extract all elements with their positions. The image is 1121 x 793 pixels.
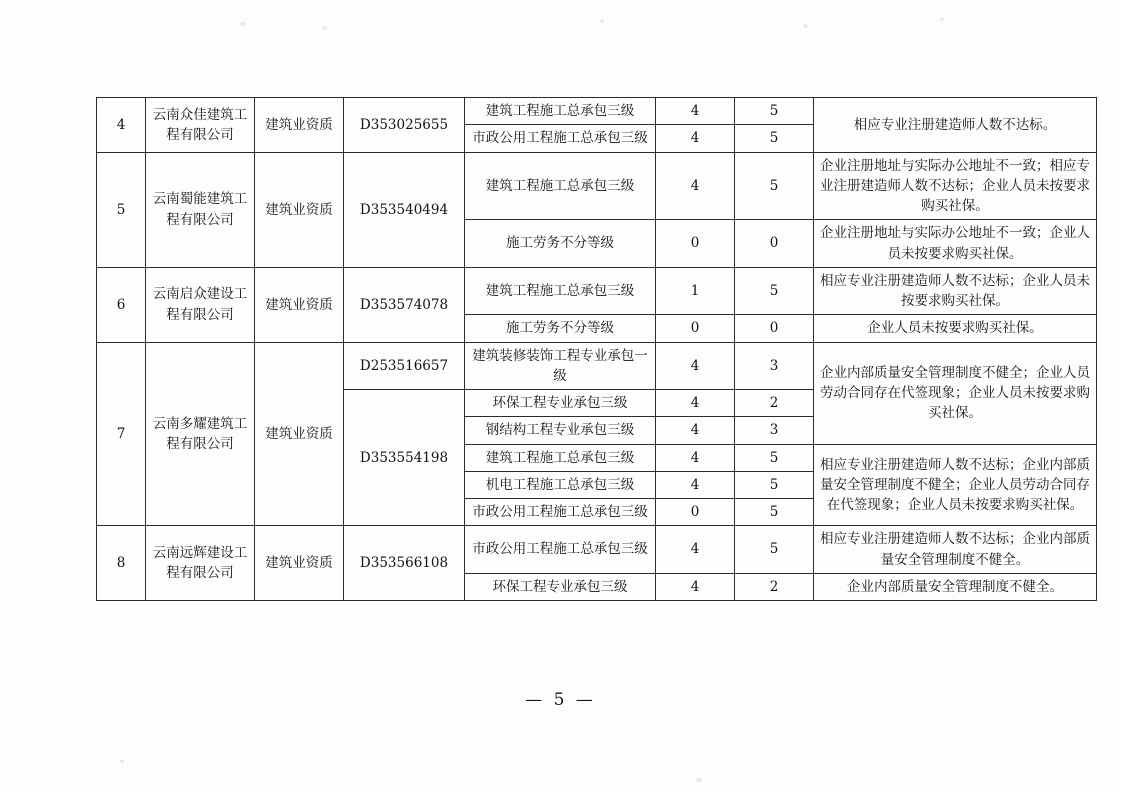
actual-count: 3: [735, 342, 814, 390]
row-index: 8: [97, 526, 146, 601]
issue-remark: 企业人员未按要求购买社保。: [814, 315, 1097, 342]
required-count: 4: [656, 526, 735, 574]
certificate-code: D353540494: [344, 152, 465, 267]
required-count: 4: [656, 98, 735, 125]
qualification-item: 市政公用工程施工总承包三级: [465, 499, 656, 526]
table-row: [97, 267, 1097, 315]
required-count: 0: [656, 315, 735, 342]
qualification-item: 建筑工程施工总承包三级: [465, 98, 656, 125]
qualification-item: 机电工程施工总承包三级: [465, 471, 656, 498]
actual-count: 2: [735, 573, 814, 600]
required-count: 4: [656, 573, 735, 600]
qualification-type: 建筑业资质: [255, 98, 344, 153]
actual-count: 5: [735, 471, 814, 498]
qualification-table: [96, 97, 1097, 601]
qualification-type: 建筑业资质: [255, 342, 344, 526]
qualification-item: 建筑工程施工总承包三级: [465, 152, 656, 220]
required-count: 1: [656, 267, 735, 315]
qualification-type: 建筑业资质: [255, 526, 344, 601]
required-count: 0: [656, 499, 735, 526]
company-name: 云南多耀建筑工程有限公司: [146, 342, 255, 526]
required-count: 4: [656, 417, 735, 444]
required-count: 4: [656, 444, 735, 471]
actual-count: 2: [735, 390, 814, 417]
required-count: 4: [656, 390, 735, 417]
qualification-item: 钢结构工程专业承包三级: [465, 417, 656, 444]
table-row: [97, 342, 1097, 390]
actual-count: 3: [735, 417, 814, 444]
company-name: 云南蜀能建筑工程有限公司: [146, 152, 255, 267]
certificate-code: D353554198: [344, 390, 465, 526]
issue-remark: 相应专业注册建造师人数不达标；企业内部质量安全管理制度不健全。: [814, 526, 1097, 574]
row-index: 5: [97, 152, 146, 267]
actual-count: 5: [735, 152, 814, 220]
qualification-item: 建筑装修装饰工程专业承包一级: [465, 342, 656, 390]
certificate-code: D353574078: [344, 267, 465, 342]
qualification-table-wrapper: [96, 97, 1090, 601]
company-name: 云南众佳建筑工程有限公司: [146, 98, 255, 153]
qualification-item: 建筑工程施工总承包三级: [465, 267, 656, 315]
actual-count: 5: [735, 526, 814, 574]
qualification-type: 建筑业资质: [255, 152, 344, 267]
qualification-item: 环保工程专业承包三级: [465, 573, 656, 600]
qualification-item: 施工劳务不分等级: [465, 315, 656, 342]
qualification-item: 市政公用工程施工总承包三级: [465, 526, 656, 574]
page-number: — 5 —: [525, 690, 596, 710]
row-index: 7: [97, 342, 146, 526]
issue-remark: 企业注册地址与实际办公地址不一致；企业人员未按要求购买社保。: [814, 220, 1097, 268]
required-count: 4: [656, 125, 735, 152]
qualification-item: 建筑工程施工总承包三级: [465, 444, 656, 471]
company-name: 云南远辉建设工程有限公司: [146, 526, 255, 601]
table-row: [97, 152, 1097, 220]
required-count: 4: [656, 342, 735, 390]
qualification-item: 施工劳务不分等级: [465, 220, 656, 268]
actual-count: 5: [735, 267, 814, 315]
issue-remark: 相应专业注册建造师人数不达标；企业内部质量安全管理制度不健全；企业人员劳动合同存在代签现象；企业人员未按要求购买社保。: [814, 444, 1097, 526]
issue-remark: 相应专业注册建造师人数不达标。: [814, 98, 1097, 153]
issue-remark: 企业注册地址与实际办公地址不一致；相应专业注册建造师人数不达标；企业人员未按要求购买社保。: [814, 152, 1097, 220]
company-name: 云南启众建设工程有限公司: [146, 267, 255, 342]
required-count: 0: [656, 220, 735, 268]
issue-remark: 企业内部质量安全管理制度不健全；企业人员劳动合同存在代签现象；企业人员未按要求购买社保。: [814, 342, 1097, 444]
actual-count: 5: [735, 125, 814, 152]
table-row: [97, 98, 1097, 125]
qualification-item: 环保工程专业承包三级: [465, 390, 656, 417]
actual-count: 0: [735, 220, 814, 268]
table-row: [97, 526, 1097, 574]
row-index: 6: [97, 267, 146, 342]
actual-count: 0: [735, 315, 814, 342]
required-count: 4: [656, 471, 735, 498]
actual-count: 5: [735, 98, 814, 125]
issue-remark: 企业内部质量安全管理制度不健全。: [814, 573, 1097, 600]
issue-remark: 相应专业注册建造师人数不达标；企业人员未按要求购买社保。: [814, 267, 1097, 315]
actual-count: 5: [735, 444, 814, 471]
required-count: 4: [656, 152, 735, 220]
certificate-code: D353025655: [344, 98, 465, 153]
qualification-item: 市政公用工程施工总承包三级: [465, 125, 656, 152]
certificate-code: D353566108: [344, 526, 465, 601]
qualification-type: 建筑业资质: [255, 267, 344, 342]
actual-count: 5: [735, 499, 814, 526]
row-index: 4: [97, 98, 146, 153]
certificate-code: D253516657: [344, 342, 465, 390]
